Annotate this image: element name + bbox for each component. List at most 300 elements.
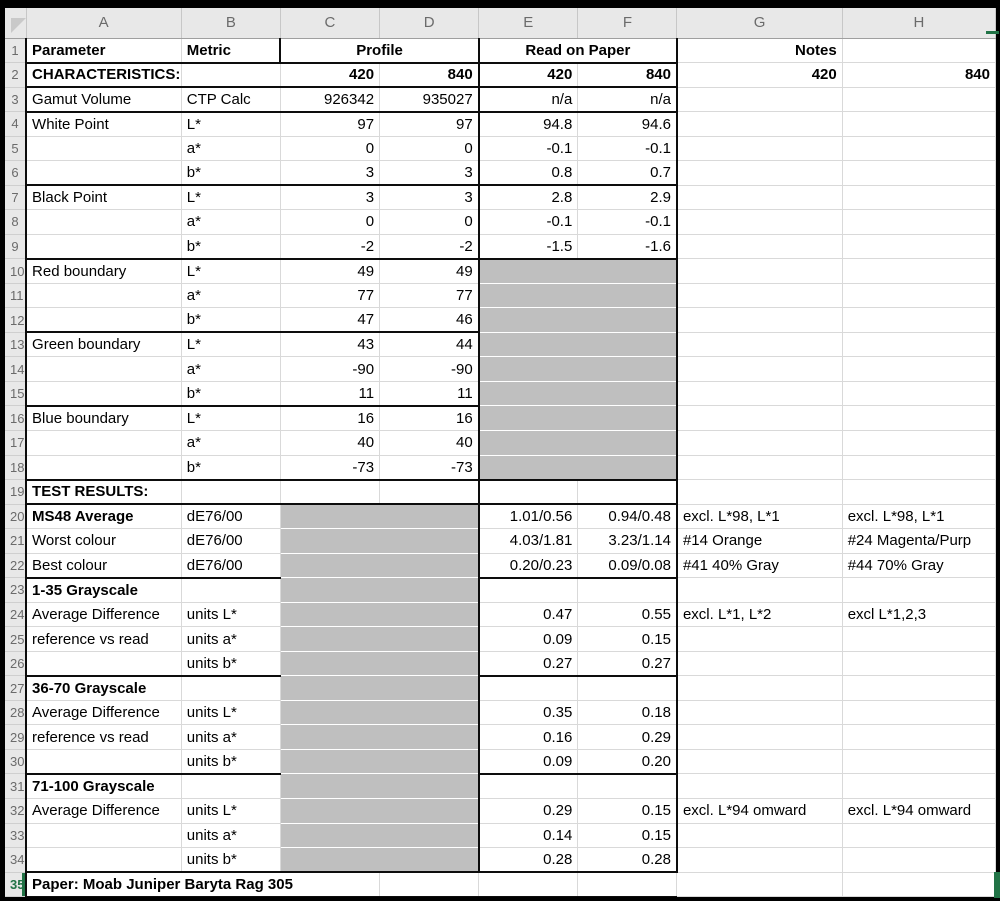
cell-C30-shaded[interactable]: [280, 749, 478, 774]
cell-E9[interactable]: -1.5: [479, 234, 578, 259]
cell-B14[interactable]: a*: [181, 357, 280, 382]
row-header-30[interactable]: 30: [5, 749, 26, 774]
cell-G12[interactable]: [677, 308, 842, 333]
row-header-1[interactable]: 1: [5, 38, 26, 63]
cell-C24-shaded[interactable]: [280, 602, 478, 627]
cell-B26[interactable]: units b*: [181, 651, 280, 676]
cell-B19[interactable]: [181, 480, 280, 505]
cell-G34[interactable]: [677, 848, 842, 873]
cell-C28-shaded[interactable]: [280, 700, 478, 725]
cell-A9[interactable]: [26, 234, 181, 259]
cell-A13[interactable]: Green boundary: [26, 332, 181, 357]
cell-A29[interactable]: reference vs read: [26, 725, 181, 750]
cell-B7[interactable]: L*: [181, 185, 280, 210]
cell-G11[interactable]: [677, 283, 842, 308]
cell-B22[interactable]: dE76/00: [181, 553, 280, 578]
cell-E11-shaded[interactable]: [479, 283, 677, 308]
cell-C9[interactable]: -2: [280, 234, 379, 259]
cell-E4[interactable]: 94.8: [479, 112, 578, 137]
cell-H21[interactable]: #24 Magenta/Purp: [842, 529, 995, 554]
cell-F26[interactable]: 0.27: [578, 651, 677, 676]
cell-C8[interactable]: 0: [280, 210, 379, 235]
cell-D35[interactable]: [380, 872, 479, 897]
row-header-28[interactable]: 28: [5, 700, 26, 725]
row-header-14[interactable]: 14: [5, 357, 26, 382]
cell-E35[interactable]: [479, 872, 578, 897]
cell-B10[interactable]: L*: [181, 259, 280, 284]
cell-F31[interactable]: [578, 774, 677, 799]
cell-A35[interactable]: Paper: Moab Juniper Baryta Rag 305: [26, 872, 380, 897]
cell-B34[interactable]: units b*: [181, 848, 280, 873]
cell-H24[interactable]: excl L*1,2,3: [842, 602, 995, 627]
cell-G1[interactable]: Notes: [677, 38, 842, 63]
cell-D16[interactable]: 16: [380, 406, 479, 431]
cell-B16[interactable]: L*: [181, 406, 280, 431]
cell-E8[interactable]: -0.1: [479, 210, 578, 235]
cell-E1[interactable]: Read on Paper: [479, 38, 677, 63]
cell-E17-shaded[interactable]: [479, 431, 677, 456]
cell-H26[interactable]: [842, 651, 995, 676]
cell-G25[interactable]: [677, 627, 842, 652]
cell-F7[interactable]: 2.9: [578, 185, 677, 210]
cell-H9[interactable]: [842, 234, 995, 259]
cell-G35[interactable]: [677, 872, 842, 897]
cell-G24[interactable]: excl. L*1, L*2: [677, 602, 842, 627]
cell-G30[interactable]: [677, 749, 842, 774]
cell-A30[interactable]: [26, 749, 181, 774]
cell-B18[interactable]: b*: [181, 455, 280, 480]
column-header-D[interactable]: D: [380, 8, 479, 38]
cell-F34[interactable]: 0.28: [578, 848, 677, 873]
cell-G18[interactable]: [677, 455, 842, 480]
cell-E19[interactable]: [479, 480, 578, 505]
cell-C22-shaded[interactable]: [280, 553, 478, 578]
cell-A5[interactable]: [26, 136, 181, 161]
column-header-H[interactable]: H: [842, 8, 995, 38]
cell-B2[interactable]: [181, 63, 280, 88]
cell-C17[interactable]: 40: [280, 431, 379, 456]
cell-E23[interactable]: [479, 578, 578, 603]
cell-A21[interactable]: Worst colour: [26, 529, 181, 554]
cell-B33[interactable]: units a*: [181, 823, 280, 848]
cell-C15[interactable]: 11: [280, 381, 379, 406]
cell-H3[interactable]: [842, 87, 995, 112]
cell-B9[interactable]: b*: [181, 234, 280, 259]
cell-G13[interactable]: [677, 332, 842, 357]
cell-H32[interactable]: excl. L*94 omward: [842, 798, 995, 823]
select-all-corner[interactable]: [5, 8, 26, 38]
cell-B24[interactable]: units L*: [181, 602, 280, 627]
cell-D5[interactable]: 0: [380, 136, 479, 161]
cell-E2[interactable]: 420: [479, 63, 578, 88]
cell-G19[interactable]: [677, 480, 842, 505]
cell-D17[interactable]: 40: [380, 431, 479, 456]
cell-A2[interactable]: CHARACTERISTICS:: [26, 63, 181, 88]
cell-H17[interactable]: [842, 431, 995, 456]
cell-A25[interactable]: reference vs read: [26, 627, 181, 652]
cell-B25[interactable]: units a*: [181, 627, 280, 652]
cell-F29[interactable]: 0.29: [578, 725, 677, 750]
cell-A17[interactable]: [26, 431, 181, 456]
column-header-E[interactable]: E: [479, 8, 578, 38]
row-header-35[interactable]: 35: [5, 872, 26, 897]
cell-D2[interactable]: 840: [380, 63, 479, 88]
cell-D15[interactable]: 11: [380, 381, 479, 406]
row-header-22[interactable]: 22: [5, 553, 26, 578]
column-header-C[interactable]: C: [280, 8, 379, 38]
cell-G10[interactable]: [677, 259, 842, 284]
row-header-5[interactable]: 5: [5, 136, 26, 161]
cell-F24[interactable]: 0.55: [578, 602, 677, 627]
cell-E10-shaded[interactable]: [479, 259, 677, 284]
cell-F30[interactable]: 0.20: [578, 749, 677, 774]
cell-G21[interactable]: #14 Orange: [677, 529, 842, 554]
cell-C23-shaded[interactable]: [280, 578, 478, 603]
cell-H30[interactable]: [842, 749, 995, 774]
cell-D9[interactable]: -2: [380, 234, 479, 259]
cell-B5[interactable]: a*: [181, 136, 280, 161]
row-header-18[interactable]: 18: [5, 455, 26, 480]
cell-E21[interactable]: 4.03/1.81: [479, 529, 578, 554]
cell-A22[interactable]: Best colour: [26, 553, 181, 578]
row-header-10[interactable]: 10: [5, 259, 26, 284]
cell-E24[interactable]: 0.47: [479, 602, 578, 627]
cell-H35[interactable]: [842, 872, 995, 897]
cell-H10[interactable]: [842, 259, 995, 284]
cell-B32[interactable]: units L*: [181, 798, 280, 823]
cell-G20[interactable]: excl. L*98, L*1: [677, 504, 842, 529]
cell-G32[interactable]: excl. L*94 omward: [677, 798, 842, 823]
column-header-G[interactable]: G: [677, 8, 842, 38]
cell-F23[interactable]: [578, 578, 677, 603]
cell-D3[interactable]: 935027: [380, 87, 479, 112]
cell-A14[interactable]: [26, 357, 181, 382]
cell-A31[interactable]: 71-100 Grayscale: [26, 774, 181, 799]
cell-E12-shaded[interactable]: [479, 308, 677, 333]
row-header-7[interactable]: 7: [5, 185, 26, 210]
cell-H13[interactable]: [842, 332, 995, 357]
cell-G28[interactable]: [677, 700, 842, 725]
row-header-13[interactable]: 13: [5, 332, 26, 357]
cell-C31-shaded[interactable]: [280, 774, 478, 799]
cell-G3[interactable]: [677, 87, 842, 112]
sheet-row-23: [5, 578, 996, 603]
cell-C2[interactable]: 420: [280, 63, 379, 88]
cell-G7[interactable]: [677, 185, 842, 210]
cell-H18[interactable]: [842, 455, 995, 480]
cell-E29[interactable]: 0.16: [479, 725, 578, 750]
cell-F32[interactable]: 0.15: [578, 798, 677, 823]
row-header-11[interactable]: 11: [5, 283, 26, 308]
cell-H8[interactable]: [842, 210, 995, 235]
cell-F28[interactable]: 0.18: [578, 700, 677, 725]
row-header-2[interactable]: 2: [5, 63, 26, 88]
cell-A16[interactable]: Blue boundary: [26, 406, 181, 431]
cell-D4[interactable]: 97: [380, 112, 479, 137]
cell-H22[interactable]: #44 70% Gray: [842, 553, 995, 578]
cell-E18-shaded[interactable]: [479, 455, 677, 480]
cell-C26-shaded[interactable]: [280, 651, 478, 676]
cell-A26[interactable]: [26, 651, 181, 676]
row-header-34[interactable]: 34: [5, 848, 26, 873]
cell-C25-shaded[interactable]: [280, 627, 478, 652]
cell-C27-shaded[interactable]: [280, 676, 478, 701]
cell-E7[interactable]: 2.8: [479, 185, 578, 210]
row-header-9[interactable]: 9: [5, 234, 26, 259]
cell-F21[interactable]: 3.23/1.14: [578, 529, 677, 554]
cell-E13-shaded[interactable]: [479, 332, 677, 357]
cell-H28[interactable]: [842, 700, 995, 725]
row-header-27[interactable]: 27: [5, 676, 26, 701]
cell-E16-shaded[interactable]: [479, 406, 677, 431]
row-header-23[interactable]: 23: [5, 578, 26, 603]
cell-D10[interactable]: 49: [380, 259, 479, 284]
cell-E22[interactable]: 0.20/0.23: [479, 553, 578, 578]
cell-H16[interactable]: [842, 406, 995, 431]
cell-A4[interactable]: White Point: [26, 112, 181, 137]
cell-H2[interactable]: 840: [842, 63, 995, 88]
cell-H14[interactable]: [842, 357, 995, 382]
cell-A27[interactable]: 36-70 Grayscale: [26, 676, 181, 701]
cell-D11[interactable]: 77: [380, 283, 479, 308]
row-header-8[interactable]: 8: [5, 210, 26, 235]
cell-G15[interactable]: [677, 381, 842, 406]
cell-H12[interactable]: [842, 308, 995, 333]
cell-H27[interactable]: [842, 676, 995, 701]
cell-E5[interactable]: -0.1: [479, 136, 578, 161]
cell-A23[interactable]: 1-35 Grayscale: [26, 578, 181, 603]
cell-A32[interactable]: Average Difference: [26, 798, 181, 823]
cell-B12[interactable]: b*: [181, 308, 280, 333]
cell-A15[interactable]: [26, 381, 181, 406]
sheet-row-20: [5, 504, 996, 529]
cell-E3[interactable]: n/a: [479, 87, 578, 112]
row-header-19[interactable]: 19: [5, 480, 26, 505]
cell-B3[interactable]: CTP Calc: [181, 87, 280, 112]
cell-F9[interactable]: -1.6: [578, 234, 677, 259]
cell-F3[interactable]: n/a: [578, 87, 677, 112]
cell-B11[interactable]: a*: [181, 283, 280, 308]
cell-H34[interactable]: [842, 848, 995, 873]
cell-G14[interactable]: [677, 357, 842, 382]
cell-B13[interactable]: L*: [181, 332, 280, 357]
cell-G22[interactable]: #41 40% Gray: [677, 553, 842, 578]
row-header-26[interactable]: 26: [5, 651, 26, 676]
cell-G17[interactable]: [677, 431, 842, 456]
cell-E28[interactable]: 0.35: [479, 700, 578, 725]
row-header-6[interactable]: 6: [5, 161, 26, 186]
row-header-21[interactable]: 21: [5, 529, 26, 554]
cell-C12[interactable]: 47: [280, 308, 379, 333]
cell-A12[interactable]: [26, 308, 181, 333]
cell-A19[interactable]: TEST RESULTS:: [26, 480, 181, 505]
row-header-32[interactable]: 32: [5, 798, 26, 823]
cell-E32[interactable]: 0.29: [479, 798, 578, 823]
row-header-33[interactable]: 33: [5, 823, 26, 848]
cell-D13[interactable]: 44: [380, 332, 479, 357]
row-header-4[interactable]: 4: [5, 112, 26, 137]
cell-A18[interactable]: [26, 455, 181, 480]
cell-E27[interactable]: [479, 676, 578, 701]
cell-A11[interactable]: [26, 283, 181, 308]
row-header-3[interactable]: 3: [5, 87, 26, 112]
cell-A8[interactable]: [26, 210, 181, 235]
cell-F8[interactable]: -0.1: [578, 210, 677, 235]
cell-G8[interactable]: [677, 210, 842, 235]
cell-A34[interactable]: [26, 848, 181, 873]
cell-C4[interactable]: 97: [280, 112, 379, 137]
column-header-B[interactable]: B: [181, 8, 280, 38]
cell-A1[interactable]: Parameter: [26, 38, 181, 63]
cell-F19[interactable]: [578, 480, 677, 505]
cell-H25[interactable]: [842, 627, 995, 652]
cell-H6[interactable]: [842, 161, 995, 186]
cell-B17[interactable]: a*: [181, 431, 280, 456]
cell-E25[interactable]: 0.09: [479, 627, 578, 652]
cell-C34-shaded[interactable]: [280, 848, 478, 873]
cell-G26[interactable]: [677, 651, 842, 676]
cell-B23[interactable]: [181, 578, 280, 603]
cell-C32-shaded[interactable]: [280, 798, 478, 823]
cell-B31[interactable]: [181, 774, 280, 799]
cell-G31[interactable]: [677, 774, 842, 799]
cell-B20[interactable]: dE76/00: [181, 504, 280, 529]
cell-F6[interactable]: 0.7: [578, 161, 677, 186]
cell-F25[interactable]: 0.15: [578, 627, 677, 652]
cell-D8[interactable]: 0: [380, 210, 479, 235]
cell-B27[interactable]: [181, 676, 280, 701]
cell-C14[interactable]: -90: [280, 357, 379, 382]
column-header-A[interactable]: A: [26, 8, 181, 38]
cell-G29[interactable]: [677, 725, 842, 750]
cell-D6[interactable]: 3: [380, 161, 479, 186]
cell-A3[interactable]: Gamut Volume: [26, 87, 181, 112]
cell-C10[interactable]: 49: [280, 259, 379, 284]
cell-A28[interactable]: Average Difference: [26, 700, 181, 725]
cell-D18[interactable]: -73: [380, 455, 479, 480]
cell-D14[interactable]: -90: [380, 357, 479, 382]
cell-G4[interactable]: [677, 112, 842, 137]
cell-G23[interactable]: [677, 578, 842, 603]
cell-C11[interactable]: 77: [280, 283, 379, 308]
sheet-row-3: [5, 87, 996, 112]
row-header-24[interactable]: 24: [5, 602, 26, 627]
cell-B15[interactable]: b*: [181, 381, 280, 406]
cell-F33[interactable]: 0.15: [578, 823, 677, 848]
cell-G16[interactable]: [677, 406, 842, 431]
cell-D19[interactable]: [380, 480, 479, 505]
cell-F20[interactable]: 0.94/0.48: [578, 504, 677, 529]
column-header-F[interactable]: F: [578, 8, 677, 38]
cell-H23[interactable]: [842, 578, 995, 603]
cell-B1[interactable]: Metric: [181, 38, 280, 63]
cell-E6[interactable]: 0.8: [479, 161, 578, 186]
cell-H29[interactable]: [842, 725, 995, 750]
cell-C33-shaded[interactable]: [280, 823, 478, 848]
row-header-12[interactable]: 12: [5, 308, 26, 333]
cell-B21[interactable]: dE76/00: [181, 529, 280, 554]
cell-B28[interactable]: units L*: [181, 700, 280, 725]
cell-E26[interactable]: 0.27: [479, 651, 578, 676]
row-header-16[interactable]: 16: [5, 406, 26, 431]
cell-H5[interactable]: [842, 136, 995, 161]
cell-C6[interactable]: 3: [280, 161, 379, 186]
cell-F2[interactable]: 840: [578, 63, 677, 88]
cell-F22[interactable]: 0.09/0.08: [578, 553, 677, 578]
cell-D12[interactable]: 46: [380, 308, 479, 333]
row-header-20[interactable]: 20: [5, 504, 26, 529]
cell-A33[interactable]: [26, 823, 181, 848]
cell-B30[interactable]: units b*: [181, 749, 280, 774]
cell-G6[interactable]: [677, 161, 842, 186]
cell-F35[interactable]: [578, 872, 677, 897]
cell-H7[interactable]: [842, 185, 995, 210]
cell-G27[interactable]: [677, 676, 842, 701]
cell-C13[interactable]: 43: [280, 332, 379, 357]
cell-C19[interactable]: [280, 480, 379, 505]
cell-E31[interactable]: [479, 774, 578, 799]
row-header-15[interactable]: 15: [5, 381, 26, 406]
cell-B4[interactable]: L*: [181, 112, 280, 137]
cell-D7[interactable]: 3: [380, 185, 479, 210]
cell-H19[interactable]: [842, 480, 995, 505]
cell-F27[interactable]: [578, 676, 677, 701]
cell-G2[interactable]: 420: [677, 63, 842, 88]
cell-B8[interactable]: a*: [181, 210, 280, 235]
cell-E15-shaded[interactable]: [479, 381, 677, 406]
cell-G5[interactable]: [677, 136, 842, 161]
cell-A7[interactable]: Black Point: [26, 185, 181, 210]
sheet-row-28: [5, 700, 996, 725]
row-header-31[interactable]: 31: [5, 774, 26, 799]
cell-C20-shaded[interactable]: [280, 504, 478, 529]
cell-C16[interactable]: 16: [280, 406, 379, 431]
cell-C29-shaded[interactable]: [280, 725, 478, 750]
row-header-25[interactable]: 25: [5, 627, 26, 652]
cell-H15[interactable]: [842, 381, 995, 406]
cell-E20[interactable]: 1.01/0.56: [479, 504, 578, 529]
cell-E30[interactable]: 0.09: [479, 749, 578, 774]
cell-H4[interactable]: [842, 112, 995, 137]
cell-E14-shaded[interactable]: [479, 357, 677, 382]
cell-G33[interactable]: [677, 823, 842, 848]
cell-B29[interactable]: units a*: [181, 725, 280, 750]
cell-C3[interactable]: 926342: [280, 87, 379, 112]
cell-C21-shaded[interactable]: [280, 529, 478, 554]
cell-H1[interactable]: [842, 38, 995, 63]
cell-B6[interactable]: b*: [181, 161, 280, 186]
row-header-17[interactable]: 17: [5, 431, 26, 456]
cell-C18[interactable]: -73: [280, 455, 379, 480]
cell-H31[interactable]: [842, 774, 995, 799]
row-header-29[interactable]: 29: [5, 725, 26, 750]
cell-C1[interactable]: Profile: [280, 38, 478, 63]
cell-A10[interactable]: Red boundary: [26, 259, 181, 284]
cell-A6[interactable]: [26, 161, 181, 186]
cell-F5[interactable]: -0.1: [578, 136, 677, 161]
cell-E33[interactable]: 0.14: [479, 823, 578, 848]
cell-F4[interactable]: 94.6: [578, 112, 677, 137]
cell-H20[interactable]: excl. L*98, L*1: [842, 504, 995, 529]
cell-A20[interactable]: MS48 Average: [26, 504, 181, 529]
cell-C5[interactable]: 0: [280, 136, 379, 161]
cell-E34[interactable]: 0.28: [479, 848, 578, 873]
cell-G9[interactable]: [677, 234, 842, 259]
cell-H11[interactable]: [842, 283, 995, 308]
cell-C7[interactable]: 3: [280, 185, 379, 210]
cell-A24[interactable]: Average Difference: [26, 602, 181, 627]
cell-H33[interactable]: [842, 823, 995, 848]
